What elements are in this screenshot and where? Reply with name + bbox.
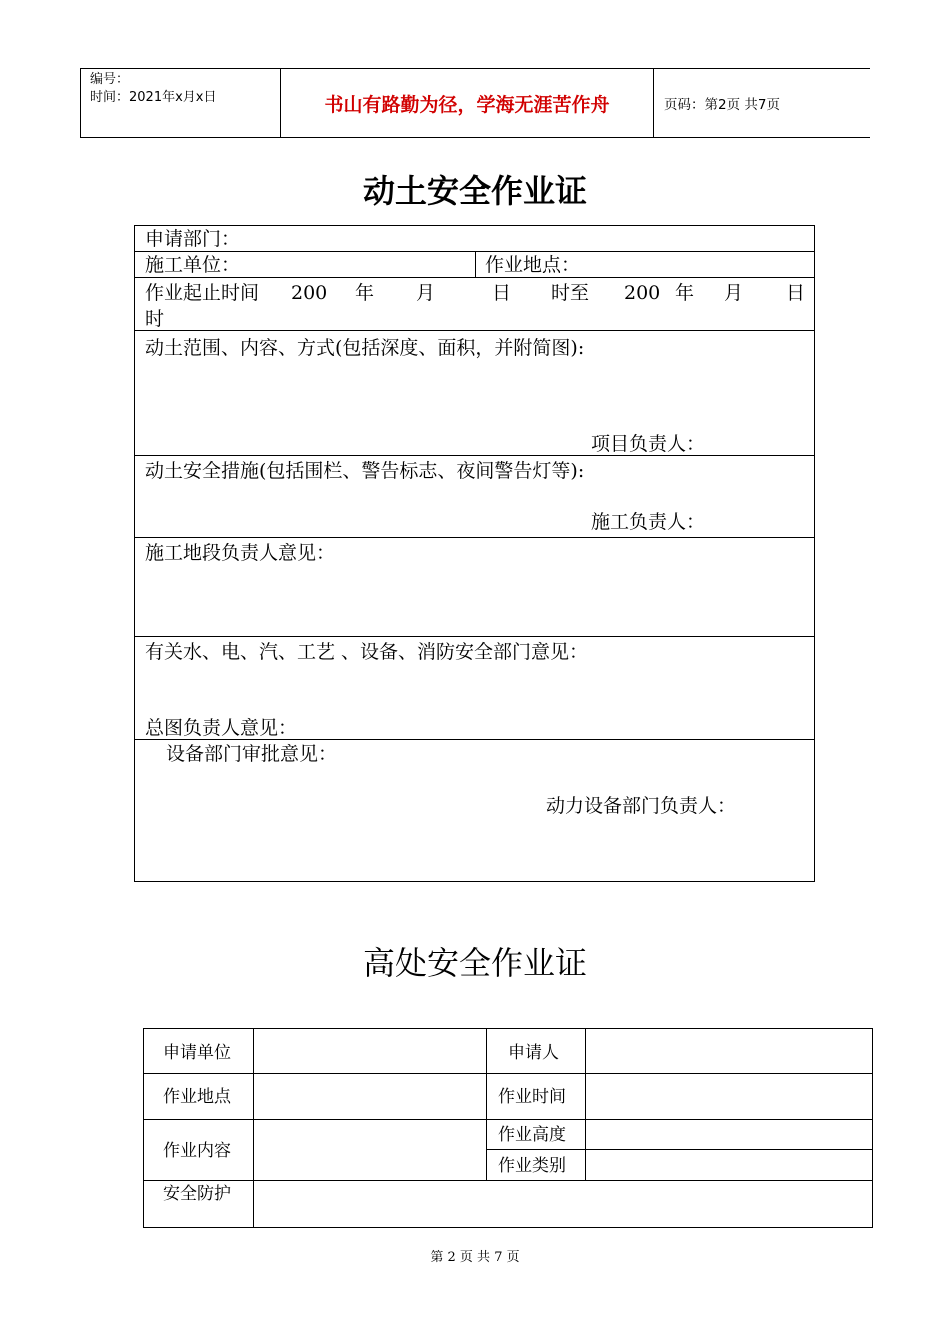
end-day-unit: 日: [786, 282, 806, 304]
row-divider: [135, 277, 814, 278]
work-height-label: 作业高度: [498, 1125, 566, 1145]
safety-protection-label: 安全防护: [163, 1184, 231, 1204]
column-divider: [585, 1029, 586, 1180]
end-hour-unit: 时: [145, 308, 165, 330]
general-lead-opinion: 总图负责人意见：: [145, 717, 298, 739]
column-divider: [475, 251, 476, 277]
hour-to-label: 时至: [551, 282, 590, 304]
form1-title: 动土安全作业证: [362, 172, 587, 210]
end-year-unit: 年: [675, 282, 695, 304]
start-year: 200: [291, 282, 328, 304]
number-label: 编号：: [90, 72, 130, 87]
row-divider: [135, 537, 814, 538]
start-day-unit: 日: [492, 282, 512, 304]
header-motto: 书山有路勤为径，学海无涯苦作舟: [281, 69, 654, 137]
row-divider: [486, 1149, 873, 1150]
applicant-label: 申请人: [508, 1043, 559, 1063]
equipment-opinion-label: 设备部门审批意见：: [166, 743, 338, 765]
excavation-permit-form: [134, 225, 815, 882]
work-type-label: 作业类别: [498, 1156, 566, 1176]
apply-unit-label: 申请单位: [163, 1043, 231, 1063]
column-divider: [486, 1029, 487, 1180]
page-footer: 第 2 页 共 7 页: [430, 1250, 520, 1265]
time-label: 时间：2021年x月x日: [90, 90, 217, 105]
column-divider: [253, 1029, 254, 1227]
height-work-permit-form: [143, 1028, 873, 1228]
row-divider: [135, 330, 814, 331]
work-content-label: 作业内容: [163, 1141, 231, 1161]
end-month-unit: 月: [724, 282, 744, 304]
header-meta-cell: [80, 69, 281, 137]
project-lead-label: 项目负责人：: [591, 433, 706, 455]
scope-label: 动土范围、内容、方式(包括深度、面积，并附简图):: [145, 337, 585, 359]
work-location-field: 作业地点：: [485, 254, 581, 276]
form2-title: 高处安全作业证: [362, 944, 587, 982]
construction-lead-label: 施工负责人：: [591, 511, 706, 533]
section-lead-opinion: 施工地段负责人意见：: [145, 542, 336, 564]
apply-dept-field: 申请部门：: [145, 228, 241, 250]
end-year: 200: [624, 282, 661, 304]
power-dept-lead-label: 动力设备部门负责人：: [546, 795, 737, 817]
row-divider: [135, 455, 814, 456]
dept-opinion-label: 有关水、电、汽、工艺 、设备、消防安全部门意见：: [145, 641, 589, 663]
work-time-label: 作业时间: [498, 1087, 566, 1107]
construction-unit-field: 施工单位：: [145, 254, 241, 276]
work-location-label: 作业地点: [163, 1087, 231, 1107]
start-month-unit: 月: [416, 282, 436, 304]
safety-measures-label: 动土安全措施(包括围栏、警告标志、夜间警告灯等):: [145, 460, 585, 482]
time-label: 作业起止时间: [145, 282, 260, 304]
row-divider: [135, 636, 814, 637]
start-year-unit: 年: [355, 282, 375, 304]
header-page-label: 页码：第2页 共7页: [664, 97, 780, 113]
document-header: [80, 68, 870, 138]
